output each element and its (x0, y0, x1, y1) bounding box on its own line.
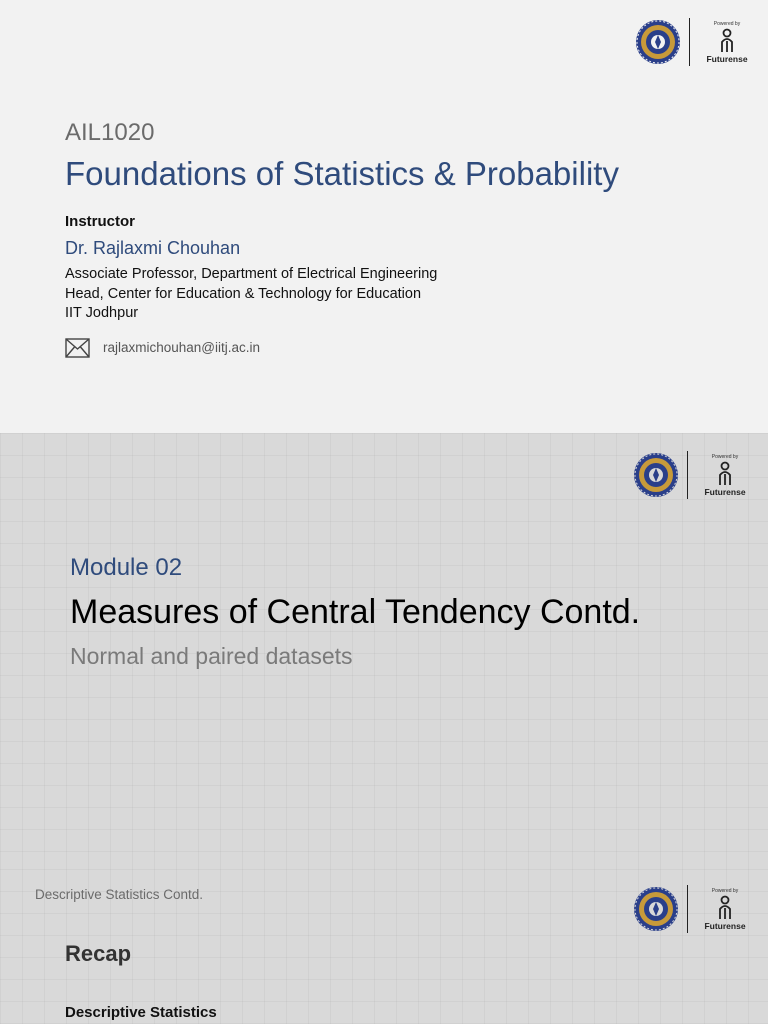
institute-seal-icon (633, 452, 679, 498)
email-link[interactable]: rajlaxmichouhan@iitj.ac.in (103, 340, 261, 355)
instructor-detail-line: Associate Professor, Department of Electrical Engineering (65, 266, 438, 282)
futurense-logo (700, 888, 750, 931)
module-label: Module 02 (70, 554, 183, 581)
powered-by-text: Powered by (713, 20, 741, 27)
logo-divider (687, 451, 688, 499)
title-slide (0, 0, 768, 433)
instructor-label: Instructor (65, 213, 136, 230)
futurense-logo-icon (716, 895, 734, 921)
mail-icon (65, 338, 90, 358)
course-title: Foundations of Statistics & Probability (65, 155, 619, 192)
logo-divider (689, 18, 690, 66)
recap-slide (0, 869, 768, 1024)
recap-title: Recap (65, 941, 132, 966)
powered-by-text: Powered by (711, 887, 739, 894)
course-code: AIL1020 (65, 119, 155, 146)
futurense-logo-icon (718, 28, 736, 54)
futurense-logo (702, 21, 752, 64)
recap-subtitle: Descriptive Statistics (65, 1004, 217, 1021)
header-logos (635, 18, 752, 66)
institute-seal-icon (635, 19, 681, 65)
powered-by-text: Powered by (711, 453, 739, 460)
module-title: Measures of Central Tendency Contd. (70, 593, 641, 631)
partner-name: Futurense (706, 53, 748, 64)
section-breadcrumb: Descriptive Statistics Contd. (35, 887, 204, 902)
futurense-logo-icon (716, 461, 734, 487)
module-subtitle: Normal and paired datasets (70, 643, 353, 669)
header-logos (633, 451, 750, 499)
instructor-name: Dr. Rajlaxmi Chouhan (65, 238, 241, 258)
instructor-detail-line: Head, Center for Education & Technology for Education (65, 286, 422, 302)
logo-divider (687, 885, 688, 933)
instructor-detail-line: IIT Jodhpur (65, 305, 139, 321)
futurense-logo (700, 454, 750, 497)
module-slide (0, 433, 768, 869)
institute-seal-icon (633, 886, 679, 932)
partner-name: Futurense (704, 486, 746, 497)
partner-name: Futurense (704, 920, 746, 931)
header-logos (633, 885, 750, 933)
